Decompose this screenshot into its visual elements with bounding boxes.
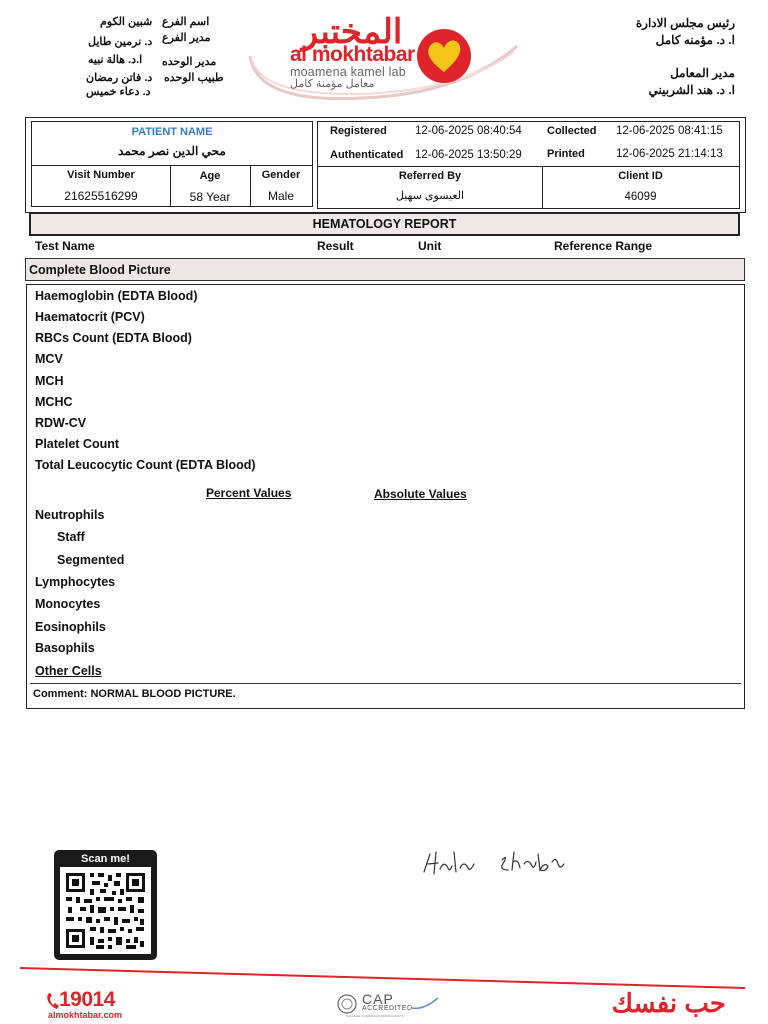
section-header xyxy=(25,258,745,281)
heart-icon xyxy=(414,26,474,86)
chairman-title: رئيس مجلس الادارة xyxy=(635,16,735,30)
test-haemoglobin: Haemoglobin (EDTA Blood) xyxy=(35,289,198,303)
hotline-block xyxy=(46,990,171,1020)
branch-label-unit-doctor: طبيب الوحده xyxy=(164,72,224,84)
absolute-values-header: Absolute Values xyxy=(374,487,467,501)
test-rbcs-count: RBCs Count (EDTA Blood) xyxy=(35,331,192,345)
management-info xyxy=(560,16,735,101)
lab-director-title: مدير المعامل xyxy=(670,66,735,80)
age-label: Age xyxy=(199,170,221,182)
col-test-name: Test Name xyxy=(35,239,95,253)
printed-value: 12-06-2025 21:14:13 xyxy=(616,148,723,160)
authenticated-value: 12-06-2025 13:50:29 xyxy=(415,149,522,161)
hotline-number: 19014 xyxy=(59,988,115,1011)
signature-scribble xyxy=(418,842,568,882)
branch-value-unit-doctor-1: د. فاتن رمضان xyxy=(86,72,153,84)
col-unit: Unit xyxy=(418,239,442,253)
logo-latin: al mokhtabar xyxy=(290,43,415,66)
gender-label: Gender xyxy=(261,169,301,181)
section-title: Complete Blood Picture xyxy=(29,263,171,277)
col-result: Result xyxy=(317,239,354,253)
comment-divider xyxy=(30,683,741,684)
test-rdw-cv: RDW-CV xyxy=(35,416,87,430)
referral-divider xyxy=(318,166,739,167)
visit-number-label: Visit Number xyxy=(67,169,135,181)
age-value: 58 Year xyxy=(189,190,231,204)
visit-number: 21625516299 xyxy=(64,189,138,203)
patient-divider xyxy=(32,165,312,166)
report-title-bar xyxy=(29,213,740,236)
branch-value-name: شبين الكوم xyxy=(100,16,153,28)
referred-by-label: Referred By xyxy=(398,170,462,182)
branch-value-manager: د. نرمين طايل xyxy=(88,36,153,48)
patient-name-label: PATIENT NAME xyxy=(131,126,213,138)
scan-me-label: Scan me! xyxy=(81,853,130,865)
cap-seal-icon xyxy=(336,994,358,1014)
test-monocytes: Monocytes xyxy=(35,597,101,611)
test-eosinophils: Eosinophils xyxy=(35,620,106,634)
cap-check-icon xyxy=(410,996,440,1012)
slogan: حب نفسك xyxy=(611,988,726,1018)
client-id-label: Client ID xyxy=(618,170,663,182)
authenticated-label: Authenticated xyxy=(330,149,404,161)
test-haematocrit: Haematocrit (PCV) xyxy=(35,310,145,324)
test-mch: MCH xyxy=(35,374,64,388)
registered-label: Registered xyxy=(330,125,387,137)
branch-value-unit-doctor-2: د. دعاء خميس xyxy=(86,86,151,98)
test-total-leucocytic-count: Total Leucocytic Count (EDTA Blood) xyxy=(35,458,256,472)
logo-sub-en: moamena kamel lab xyxy=(290,65,406,79)
test-segmented: Segmented xyxy=(57,553,125,567)
phone-icon xyxy=(46,992,60,1010)
patient-name: محي الدين نصر محمد xyxy=(118,144,226,158)
patient-box xyxy=(31,121,313,207)
test-basophils: Basophils xyxy=(35,641,95,655)
qr-code-area xyxy=(60,867,151,954)
cap-accredited: ACCREDITED xyxy=(362,1005,413,1012)
branch-value-unit-manager: ا.د. هالة نبيه xyxy=(88,54,143,66)
dates-box xyxy=(317,121,740,209)
comment: Comment: NORMAL BLOOD PICTURE. xyxy=(33,688,236,700)
branch-label-manager: مدير الفرع xyxy=(162,32,211,44)
collected-label: Collected xyxy=(547,125,597,137)
branch-label-name: اسم الفرع xyxy=(162,16,210,28)
qr-code-icon xyxy=(60,867,151,954)
test-neutrophils: Neutrophils xyxy=(35,508,105,522)
collected-value: 12-06-2025 08:41:15 xyxy=(616,125,723,137)
cap-small: COLLEGE of AMERICAN PATHOLOGISTS xyxy=(346,1014,404,1018)
percent-values-header: Percent Values xyxy=(206,486,292,500)
lab-logo xyxy=(232,6,522,106)
test-other-cells: Other Cells xyxy=(35,664,102,678)
test-platelet-count: Platelet Count xyxy=(35,437,120,451)
logo-arabic: المختبر xyxy=(301,13,403,51)
website: almokhtabar.com xyxy=(48,1010,123,1020)
col-reference-range: Reference Range xyxy=(554,239,653,253)
cap-text: CAP xyxy=(362,991,394,1007)
referred-by-value: العيسوى سهيل xyxy=(395,190,465,202)
gender-value: Male xyxy=(267,189,294,203)
report-title: HEMATOLOGY REPORT xyxy=(312,217,457,231)
lab-director-name: ا. د. هند الشربيني xyxy=(648,83,735,97)
branch-info xyxy=(80,14,230,104)
branch-label-unit-manager: مدير الوحده xyxy=(162,56,217,68)
cap-accreditation xyxy=(336,992,446,1018)
chairman-name: ا. د. مؤمنه كامل xyxy=(655,33,735,47)
test-lymphocytes: Lymphocytes xyxy=(35,575,116,589)
printed-label: Printed xyxy=(547,148,585,160)
test-mcv: MCV xyxy=(35,352,63,366)
test-staff: Staff xyxy=(57,530,85,544)
registered-value: 12-06-2025 08:40:54 xyxy=(415,125,522,137)
client-id-value: 46099 xyxy=(624,191,657,203)
logo-sub-ar: معامل مؤمنة كامل xyxy=(290,78,375,90)
test-mchc: MCHC xyxy=(35,395,73,409)
qr-code-card[interactable] xyxy=(54,850,157,960)
signature xyxy=(418,842,568,882)
